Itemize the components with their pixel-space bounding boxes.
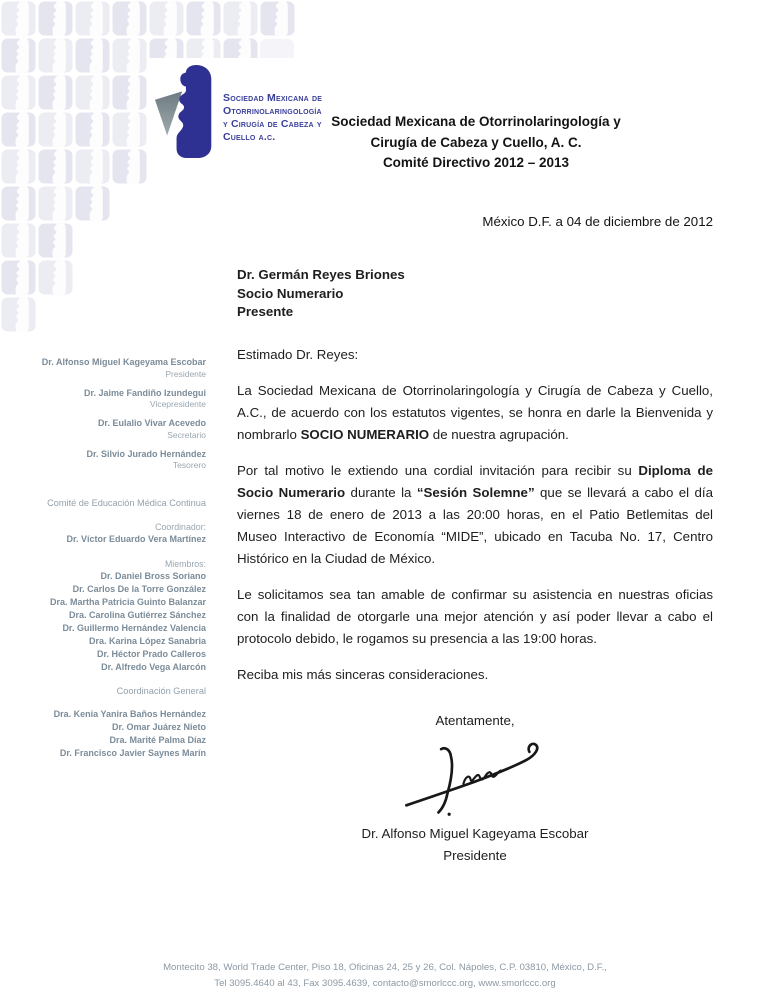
committee-member: Dr. Carlos De la Torre González — [72, 583, 206, 594]
body-paragraph-2 — [237, 460, 713, 570]
board-member-role: Tesorero — [172, 460, 206, 470]
board-member — [16, 417, 206, 441]
face-profile-logo-icon — [154, 62, 216, 162]
body-paragraph-4: Reciba mis más sinceras consideraciones. — [237, 666, 489, 682]
board-member — [16, 387, 206, 411]
board-member — [16, 356, 206, 380]
coordinator-name: Dr. Víctor Eduardo Vera Martínez — [66, 534, 206, 544]
face-shape — [177, 65, 212, 158]
logo-line: Otorrinolaringología — [223, 105, 322, 117]
board-member-role: Presidente — [165, 368, 206, 379]
closing-salute: Atentamente, — [435, 712, 515, 728]
committee-members-list — [16, 570, 206, 674]
coordination-member: Dra. Kenia Yanira Baños Hernández — [53, 708, 206, 719]
committee-member: Dra. Karina López Sanabria — [88, 635, 206, 646]
recipient-title: Socio Numerario — [237, 285, 344, 301]
signature-block — [237, 734, 713, 823]
board-member-name: Dr. Alfonso Miguel Kageyama Escobar — [41, 357, 206, 367]
paragraph-text: Por tal motivo le extiendo una cordial invitación para recibir su — [237, 462, 639, 478]
board-member-name: Dr. Jaime Fandiño Izundegui — [83, 387, 206, 398]
body-paragraph-3: Le solicitamos sea tan amable de confirmar su asistencia en nuestras oficias con la finalidad de otorgarle una mejor atención y así poder llevar a cabo el protocolo debido, le rogamos su presencia a las 19:00 horas. — [237, 586, 713, 646]
board-member-name: Dr. Silvio Jurado Hernández — [86, 448, 206, 459]
coordination-heading: Coordinación General — [116, 685, 206, 696]
org-title — [300, 112, 652, 174]
footer-contact — [0, 960, 770, 992]
members-label: Miembros: — [164, 558, 206, 569]
signer-name: Dr. Alfonso Miguel Kageyama Escobar — [361, 825, 589, 841]
board-sidebar — [16, 356, 206, 760]
logo-line: Cuello a.c. — [223, 131, 276, 143]
org-title-line: Cirugía de Cabeza y Cuello, A. C. — [370, 134, 582, 150]
paragraph-text: de nuestra agrupación. — [429, 426, 569, 442]
recipient-block — [237, 266, 713, 322]
committee-member: Dr. Alfredo Vega Alarcón — [101, 661, 206, 672]
paragraph-bold: Diploma de Socio Numerario — [237, 462, 714, 500]
coordination-member: Dra. Marité Palma Díaz — [109, 734, 206, 745]
board-member-role: Secretario — [167, 429, 206, 440]
coordination-member: Dr. Omar Juárez Nieto — [111, 721, 206, 732]
recipient-name: Dr. Germán Reyes Briones — [237, 267, 405, 282]
committee-member: Dr. Héctor Prado Calleros — [96, 648, 206, 659]
signature-image — [395, 734, 555, 816]
committee-member: Dr. Daniel Bross Soriano — [100, 570, 206, 581]
committee-member: Dr. Guillermo Hernández Valencia — [62, 622, 206, 633]
footer-address-line: Montecito 38, World Trade Center, Piso 18, Oficinas 24, 25 y 26, Col. Nápoles, C.P. 03810, México, D.F., — [163, 962, 607, 973]
org-title-line: Comité Directivo 2012 – 2013 — [382, 155, 570, 170]
body-paragraph-1 — [237, 380, 713, 446]
logo-line: Sociedad Mexicana de — [223, 92, 323, 104]
paragraph-bold: SOCIO NUMERARIO — [300, 426, 430, 442]
signer-title: Presidente — [443, 847, 507, 863]
paragraph-text: La Sociedad Mexicana de Otorrinolaringología y Cirugía de Cabeza y Cuello, A.C., de acuerdo con los estatutos vigentes, se honra en darle la Bienvenida y nombrarlo — [237, 382, 713, 442]
paragraph-text: durante la — [345, 484, 417, 500]
triangle-shape — [155, 91, 182, 135]
coordination-members-list — [16, 708, 206, 760]
coordination-member: Dr. Francisco Javier Saynes Marín — [59, 747, 206, 758]
org-title-line: Sociedad Mexicana de Otorrinolaringología y — [331, 114, 621, 129]
committee-member: Dra. Carolina Gutiérrez Sánchez — [68, 609, 206, 620]
board-member-role: Vicepresidente — [149, 399, 206, 409]
coordinator-label: Coordinador: — [155, 522, 206, 532]
committee-member: Dra. Martha Patricia Guinto Balanzar — [49, 596, 206, 607]
board-member — [16, 448, 206, 472]
footer-phone-line: Tel 3095.4640 al 43, Fax 3095.4639, contacto@smorlccc.org, www.smorlccc.org — [214, 978, 556, 989]
board-member-name: Dr. Eulalio Vivar Acevedo — [97, 418, 206, 428]
logo-line: y Cirugía de Cabeza y — [223, 118, 322, 130]
committee-heading: Comité de Educación Médica Continua — [47, 498, 206, 508]
paragraph-bold: “Sesión Solemne” — [416, 484, 535, 500]
date-line: México D.F. a 04 de diciembre de 2012 — [482, 214, 713, 229]
signer-block — [237, 823, 713, 867]
paragraph-text: que se llevará a cabo el día viernes 18 de enero de 2013 a las 20:00 horas, en el Patio Betlemitas del Museo Interactivo de Economía “MIDE”, ubicado en Tacuba No. 17, Centro Histórico en la Ciudad de México. — [237, 484, 714, 566]
recipient-present: Presente — [237, 304, 294, 319]
salutation: Estimado Dr. Reyes: — [237, 346, 359, 362]
letter-body — [237, 266, 713, 867]
